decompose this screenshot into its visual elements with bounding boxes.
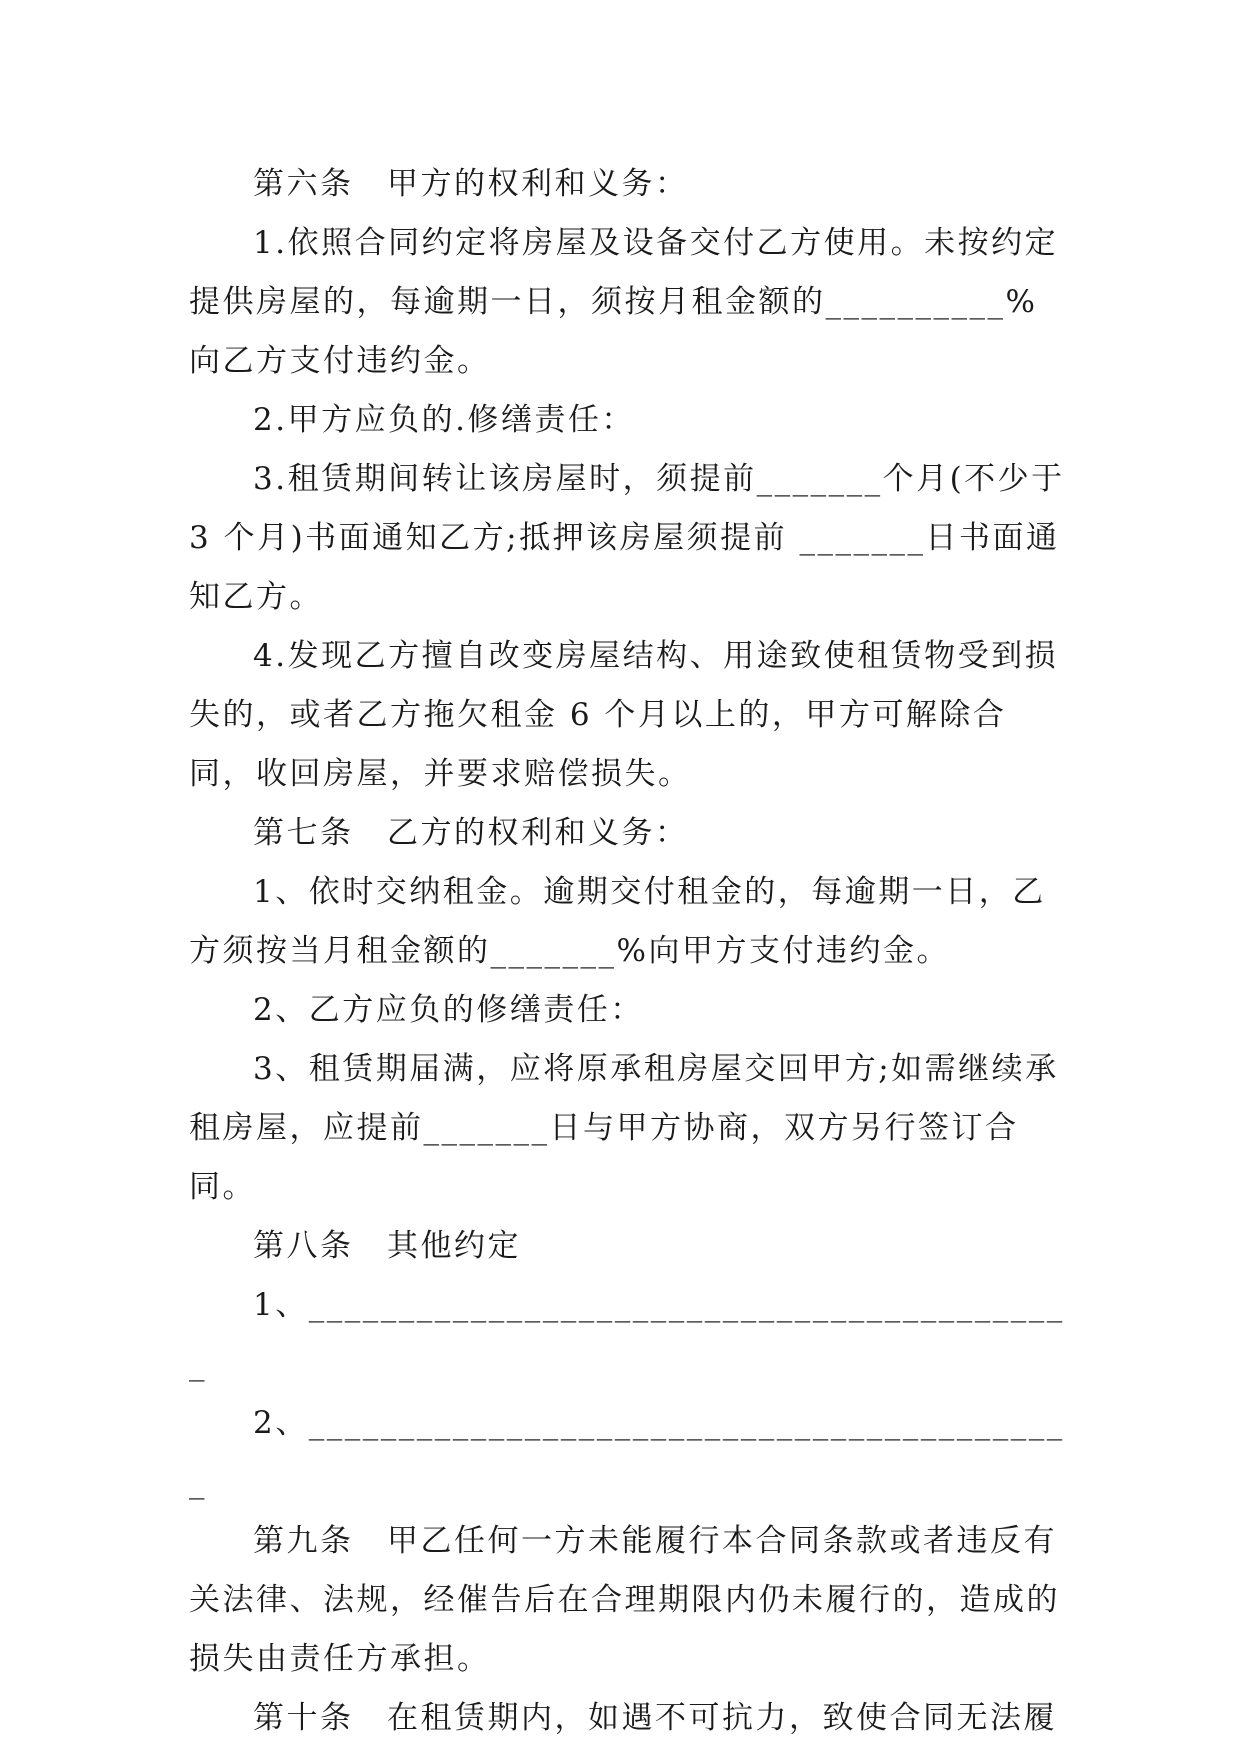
article-7-clause-3: 3、租赁期届满，应将原承租房屋交回甲方;如需继续承租房屋，应提前_______日与甲方协商，双方另行签订合同。 (189, 1051, 1059, 1205)
article-8-clause-1: 1、___________________________________________ (189, 1287, 1065, 1382)
article-8-heading: 第八条 其他约定 (253, 1228, 521, 1264)
article-7-clause-1: 1、依时交纳租金。逾期交付租金的，每逾期一日，乙方须按当月租金额的_______%向甲方支付违约金。 (189, 874, 1046, 969)
article-7-heading: 第七条 乙方的权利和义务： (253, 815, 689, 851)
article-7-clause-2: 2、乙方应负的修缮责任： (253, 992, 644, 1028)
article-6-clause-2: 2.甲方应负的.修缮责任： (253, 402, 635, 438)
document-body (189, 155, 1078, 1748)
article-6-heading: 第六条 甲方的权利和义务： (253, 166, 689, 202)
article-6-clause-1: 1.依照合同约定将房屋及设备交付乙方使用。未按约定提供房屋的，每逾期一日，须按月租金额的__________%向乙方支付违约金。 (189, 225, 1059, 379)
article-10: 第十条 在租赁期内，如遇不可抗力，致使合同无法履 (253, 1700, 1057, 1736)
article-9: 第九条 甲乙任何一方未能履行本合同条款或者违反有关法律、法规，经催告后在合理期限内仍未履行的，造成的损失由责任方承担。 (189, 1523, 1060, 1677)
article-6-clause-4: 4.发现乙方擅自改变房屋结构、用途致使租赁物受到损失的，或者乙方拖欠租金 6 个月以上的，甲方可解除合同，收回房屋，并要求赔偿损失。 (189, 638, 1059, 792)
article-8-clause-2: 2、___________________________________________ (189, 1405, 1065, 1500)
article-6-clause-3: 3.租赁期间转让该房屋时，须提前_______个月(不少于 3 个月)书面通知乙方;抵押该房屋须提前 _______日书面通知乙方。 (189, 461, 1078, 615)
